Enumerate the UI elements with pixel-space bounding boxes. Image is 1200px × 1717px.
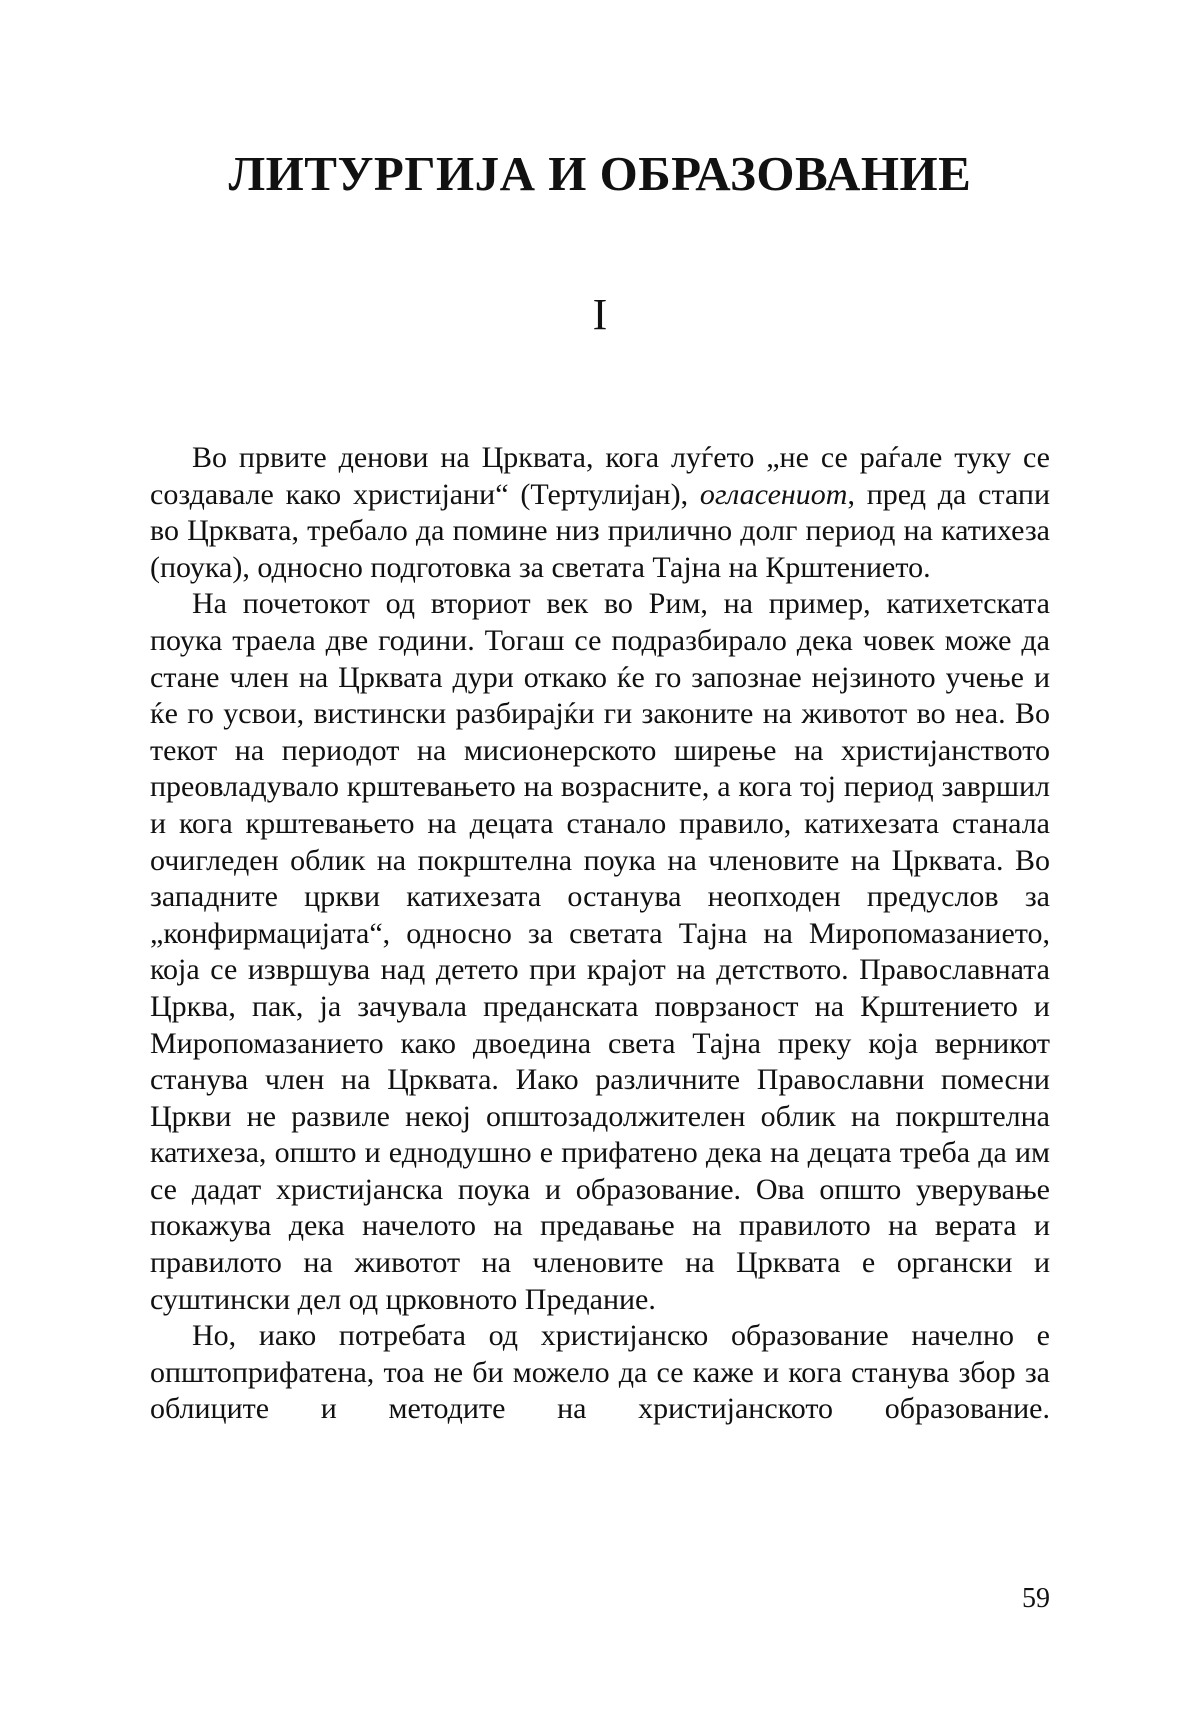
paragraph-2: На почетокот од вториот век во Рим, на пример, катихетската поука траела две години. Тогаш се подразбирало дека човек може да стане член на Црквата дури откако ќе го запознае нејзиното учење и ќе го усвои, вистински разбирајќи ги законите на животот во неа. Во текот на периодот на мисионерското ширење на христијанството преовладувало крштевањето на возрасните, а кога тој период завршил и кога крштевањето на децата станало правило, катихезата станала очигледен облик на покрштелна поука на членовите на Црквата. Во западните цркви катихезата останува неопходен предуслов за „конфирмацијата“, односно за светата Тајна на Миропомазанието, која се извршува над детето при крајот на детството. Православната Црква, пак, ја зачувала преданската поврзаност на Крштението и Миропомазанието како двоедина света Тајна преку која верникот станува член на Црквата. Иако различните Православни помесни Цркви не развиле некој општозадолжителен облик на покрштелна катихеза, општо и еднодушно е прифатено дека на децата треба да им се дадат христијанска поука и образование. Ова општо уверување покажува дека начелото на предавање на правилото на верата и правилото на животот на членовите на Црквата е органски и суштински дел од црковното Предание. xyxy=(150,587,1050,1316)
section-number: I xyxy=(592,290,608,339)
paragraph-1-start: Во првите денови на Црквата, кога луѓето „не се раѓале туку се создавале како христијани“ (Тертулијан), xyxy=(150,441,1050,511)
paragraph-3: Но, иако потребата од христијанско образование начелно е општоприфатена, тоа не би можело да се каже и кога станува збор за облиците и методите на христијанското образование. xyxy=(150,1319,1050,1426)
page-number: 59 xyxy=(1022,1583,1050,1614)
chapter-title: ЛИТУРГИЈА И ОБРАЗОВАНИЕ xyxy=(228,146,972,201)
emphasized-term: огласениот xyxy=(699,477,848,511)
body-text xyxy=(150,440,1050,1428)
paragraph-1 xyxy=(150,440,1050,586)
paragraph-1-end: , пред да стапи во Црквата, требало да помине низ прилично долг период на катихеза (поука), односно подготовка за светата Тајна на Крштението. xyxy=(150,477,1051,584)
